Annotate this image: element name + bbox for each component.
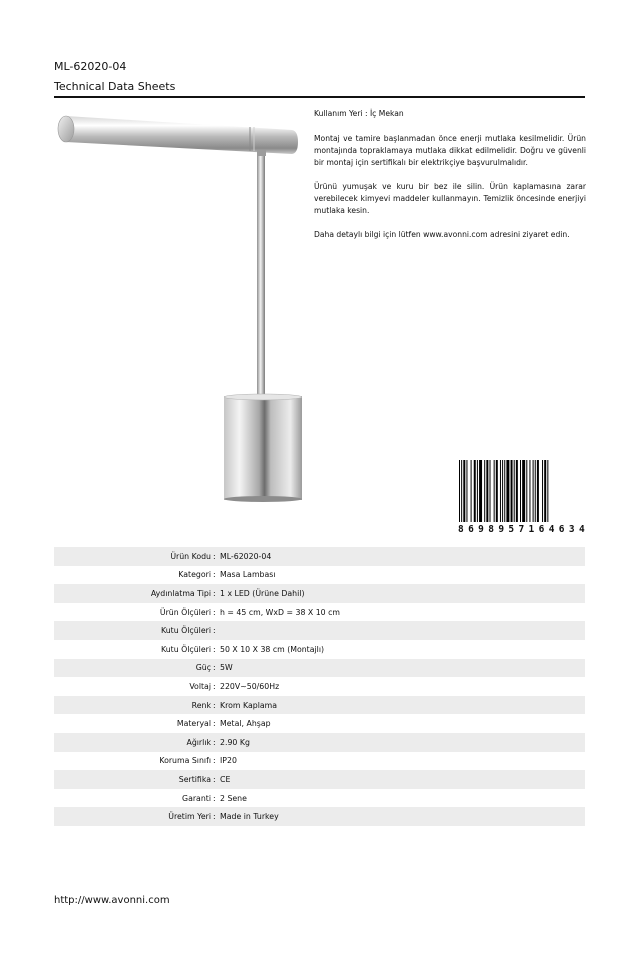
barcode-bar [514,460,515,522]
barcode-digit: 8 [488,524,495,535]
spec-row [54,584,585,603]
lamp-base [224,396,302,500]
barcode-bar [537,460,539,522]
barcode-bar [504,460,505,522]
spec-separator: : [213,774,216,784]
barcode-bar [459,460,460,522]
barcode-bar [544,460,546,522]
spec-separator: : [213,793,216,803]
spec-separator: : [213,700,216,710]
spec-separator: : [213,570,216,580]
product-image [54,110,304,510]
barcode-bar [494,460,495,522]
spec-value: 2 Sene [220,793,247,803]
website-paragraph: Daha detaylı bilgi için lütfen www.avonni.com adresini ziyaret edin. [314,230,570,239]
barcode-digit: 3 [568,524,575,535]
lamp-arm-end-cap [58,116,74,142]
spec-value: Masa Lambası [220,570,276,580]
spec-label: Voltaj [189,681,211,691]
barcode-bar [461,460,462,522]
barcode-bar [542,460,543,522]
spec-row [54,659,585,678]
lamp-joint [257,150,266,156]
spec-value: Krom Kaplama [220,700,278,710]
spec-separator: : [213,607,216,617]
spec-label: Üretim Yeri [168,812,211,822]
spec-value: Metal, Ahşap [220,719,271,729]
cleaning-paragraph: Ürünü yumuşak ve kuru bir bez ile silin. Ürün kaplamasına zarar verebilecek kimyevi maddeler kullanmayın. Temizlik öncesinde enerjiyi mutlaka kesin. [314,182,586,215]
barcode-digit: 6 [468,524,475,535]
barcode-bar [490,460,491,522]
lamp-pole [257,148,265,400]
spec-label: Renk [191,700,211,710]
footer-website-link[interactable]: http://www.avonni.com [54,895,170,906]
spec-value: 220V~50/60Hz [220,681,280,691]
spec-value: IP20 [220,756,237,766]
spec-separator: : [213,756,216,766]
barcode-bar [520,460,521,522]
document-subtitle: Technical Data Sheets [54,80,176,93]
barcode-bar [486,460,488,522]
spec-label: Ağırlık [186,737,211,747]
barcode-digit: 1 [528,524,535,535]
barcode-bar [502,460,503,522]
barcode-bar [522,460,525,522]
usage-location: Kullanım Yeri : İç Mekan [314,109,404,118]
spec-separator: : [213,719,216,729]
spec-label: Kutu Ölçüleri [160,644,211,654]
spec-row [54,603,585,622]
spec-row [54,770,585,789]
barcode-digits [458,523,585,536]
spec-row [54,807,585,826]
spec-separator: : [213,681,216,691]
barcode-bars [458,460,585,522]
barcode-digit: 6 [538,524,545,535]
spec-label: Ürün Ölçüleri [159,607,211,617]
usage-info [314,108,586,253]
barcode-bar [463,460,465,522]
spec-value: h = 45 cm, WxD = 38 X 10 cm [220,607,340,617]
barcode-bar [500,460,501,522]
barcode-bar [496,460,498,522]
spec-value: ML-62020-04 [220,551,272,561]
spec-label: Ürün Kodu [170,551,211,561]
spec-value: Made in Turkey [220,812,279,822]
spec-label: Koruma Sınıfı [159,756,211,766]
barcode-digit: 9 [498,524,505,535]
barcode-digit: 9 [478,524,485,535]
spec-label: Sertifika [178,774,211,784]
barcode-bar [516,460,518,522]
barcode-digit: 4 [578,524,585,535]
barcode-bar [477,460,478,522]
spec-row [54,752,585,771]
barcode-digit: 6 [558,524,565,535]
safety-paragraph: Montaj ve tamire başlanmadan önce enerji mutlaka kesilmelidir. Ürün montajında topraklamaya mutlaka dikkat edilmelidir. Doğru ve güvenli bir montaj için sertifikalı bir elektrikçiye başvurulmalıdır. [314,134,586,167]
barcode-bar [479,460,482,522]
barcode-bar [466,460,467,522]
spec-value: 5W [220,663,233,673]
spec-separator: : [213,737,216,747]
spec-separator: : [213,551,216,561]
barcode-digit: 7 [518,524,525,535]
spec-row [54,733,585,752]
barcode-digit: 5 [508,524,515,535]
header-divider [54,96,585,98]
spec-separator: : [213,588,216,598]
spec-separator: : [213,644,216,654]
spec-value: CE [220,774,231,784]
barcode-bar [484,460,485,522]
barcode-bar [535,460,536,522]
spec-label: Garanti [182,793,211,803]
spec-row [54,547,585,566]
spec-label: Kutu Ölçüleri [160,626,211,636]
spec-label: Aydınlatma Tipi [150,588,211,598]
spec-row [54,566,585,585]
spec-label: Materyal [176,719,211,729]
barcode-bar [547,460,548,522]
spec-separator: : [213,626,216,636]
spec-separator: : [213,812,216,822]
product-code-heading: ML-62020-04 [54,60,127,73]
spec-label: Güç [195,663,211,673]
spec-row [54,677,585,696]
barcode-bar [526,460,527,522]
spec-row [54,789,585,808]
desk-lamp-illustration [54,110,304,510]
lamp-arm [66,116,298,154]
spec-row [54,696,585,715]
barcode-bar [529,460,530,522]
barcode-digit: 8 [458,524,465,535]
barcode-bar [474,460,476,522]
spec-value: 1 x LED (Ürüne Dahil) [220,588,305,598]
barcode-bar [533,460,534,522]
spec-row [54,621,585,640]
spec-table [54,547,585,826]
spec-label: Kategori [178,570,211,580]
spec-separator: : [213,663,216,673]
spec-value: 50 X 10 X 38 cm (Montajlı) [220,644,325,654]
barcode [458,460,585,536]
spec-row [54,714,585,733]
barcode-digit: 4 [548,524,555,535]
barcode-bar [511,460,513,522]
barcode-bar [506,460,509,522]
spec-row [54,640,585,659]
spec-value: 2.90 Kg [220,737,250,747]
barcode-bar [471,460,472,522]
